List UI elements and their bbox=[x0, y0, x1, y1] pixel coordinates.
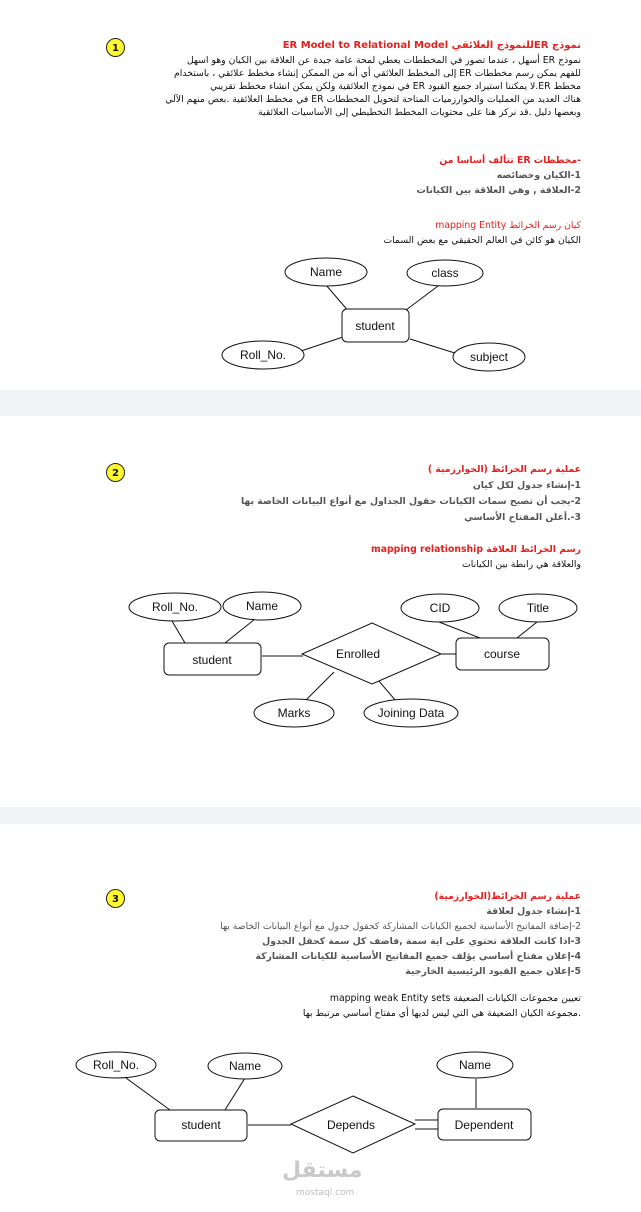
section-heading: -مخططات ER تتألف أساسا من bbox=[439, 155, 581, 166]
attribute-label: Roll_No. bbox=[151, 600, 199, 614]
attribute-label: subject bbox=[469, 350, 509, 364]
attribute-label: Title bbox=[526, 601, 550, 615]
entity-label: Dependent bbox=[454, 1118, 514, 1132]
intro-line: للفهم يمكن رسم مخططات ER إلى المخطط العلائقي أي أنه من الممكن إنشاء مخطط علائقي ، باستخدام bbox=[174, 68, 581, 79]
intro-line: نموذج ER أسهل ، عندما تصور في المخططات يعطي لمحة عامة جيدة عن العلاقة بين الكيان وهو اسهل bbox=[186, 55, 581, 66]
list-item: 1-إنشاء جدول لعلاقة bbox=[486, 906, 581, 917]
definition-text: .مجموعة الكيان الضعيفة هي التي ليس لديها أي مفتاح أساسي مرتبط بها bbox=[302, 1008, 581, 1019]
list-item: 5-إعلان جميع القيود الرئيسية الخارجية bbox=[405, 966, 581, 977]
entity-label: student bbox=[181, 1118, 221, 1132]
attribute-label: Name bbox=[309, 265, 343, 279]
attribute-label: Joining Data bbox=[377, 706, 445, 720]
list-item: 2-يجب أن تصبح سمات الكيانات حقول الجداول مع أنواع البيانات الخاصة بها bbox=[240, 496, 581, 507]
document-page-2 bbox=[0, 416, 641, 807]
attribute-label: Name bbox=[458, 1058, 492, 1072]
list-item: 3-اذا كانت العلاقة تحتوي على اية سمة ,فاضف كل سمة كحقل الجدول bbox=[262, 936, 581, 947]
intro-line: وبعضها دليل .قد نركز هنا على محتويات المخطط التخطيطي إلى الأساسيات العلائقية bbox=[258, 107, 581, 118]
definition-text: الكيان هو كائن في العالم الحقيقي مع بعض السمات bbox=[383, 235, 581, 246]
page-title: نموذج ERللنموذج العلائقي ER Model to Relational Model bbox=[282, 40, 581, 51]
attribute-label: Roll_No. bbox=[239, 348, 287, 362]
attribute-label: Roll_No. bbox=[92, 1058, 140, 1072]
list-item: 1-الكيان وخصائصه bbox=[496, 170, 581, 181]
list-item: 2-العلاقة , وهي العلاقة بين الكيانات bbox=[416, 185, 581, 196]
relationship-label: Enrolled bbox=[335, 647, 381, 661]
entity-label: student bbox=[355, 319, 395, 333]
watermark-url: mostaql.com bbox=[296, 1188, 355, 1198]
er-diagram-relationship bbox=[0, 416, 641, 807]
definition-text: والعلاقة هي رابطة بين الكيانات bbox=[462, 559, 581, 570]
relationship-label: Depends bbox=[326, 1118, 376, 1132]
attribute-label: CID bbox=[429, 601, 451, 615]
document-page-1 bbox=[0, 0, 641, 390]
attribute-label: Name bbox=[228, 1059, 262, 1073]
attribute-label: Marks bbox=[277, 706, 311, 720]
attribute-label: class bbox=[431, 266, 459, 280]
entity-label: course bbox=[483, 647, 521, 661]
list-item: 1-إنشاء جدول لكل كيان bbox=[472, 480, 581, 491]
list-item: 2-إضافة المفاتيح الأساسية لجميع الكيانات المشاركة كحقول جدول مع أنواع البيانات الخاصة بها bbox=[220, 921, 581, 932]
section-heading: كيان رسم الخرائط mapping Entity bbox=[435, 220, 581, 231]
page-number-badge: 3 bbox=[106, 889, 125, 908]
section-heading: عملية رسم الخرائط(الخوارزمية) bbox=[434, 891, 581, 902]
entity-label: student bbox=[192, 653, 232, 667]
page-number-badge: 2 bbox=[106, 463, 125, 482]
watermark-logo: مستقل bbox=[282, 1158, 363, 1183]
section-heading: رسم الخرائط العلاقة mapping relationship bbox=[371, 544, 581, 555]
section-heading: عملية رسم الخرائط (الخوارزمية ) bbox=[427, 464, 581, 475]
intro-line: مخطط ER.لا يمكننا استيراد جميع القيود ER في نموذج العلائقية ولكن يمكن انشاء مخطط تقريبي bbox=[210, 81, 581, 92]
list-item: 4-إعلان مفتاح أساسي يؤلف جميع المفاتيح الأساسية للكيانات المشاركة bbox=[255, 951, 581, 962]
attribute-label: Name bbox=[245, 599, 279, 613]
er-diagram-weak-entity bbox=[0, 824, 641, 1212]
er-diagram-entity bbox=[0, 0, 641, 390]
document-page-3 bbox=[0, 824, 641, 1212]
page-number-badge: 1 bbox=[106, 38, 125, 57]
section-heading: تعيين مجموعات الكيانات الضعيفة mapping weak Entity sets bbox=[329, 993, 581, 1004]
list-item: 3-.أعلن المفتاح الأساسي bbox=[464, 512, 581, 523]
intro-line: هناك العديد من العمليات والخوارزميات المتاحة لتحويل المخططات ER في مخطط العلائقية .بعض منهم الآلي bbox=[165, 94, 581, 105]
